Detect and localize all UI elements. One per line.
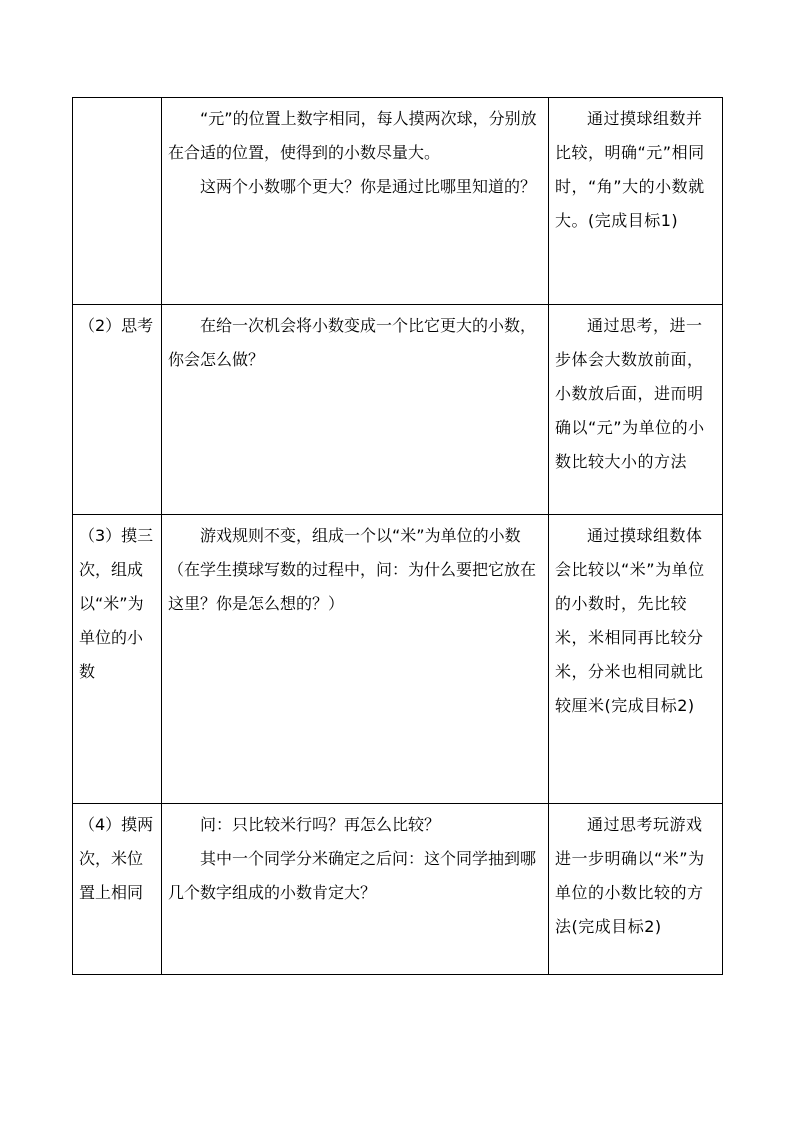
activity-paragraph: 问：只比较米行吗？再怎么比较？ (200, 815, 441, 834)
stage-cell (73, 98, 162, 305)
activity-paragraph: 这两个小数哪个更大？你是通过比哪里知道的？ (200, 177, 537, 196)
table-row (73, 804, 723, 975)
stage-cell: （4）摸两次，米位置上相同 (73, 804, 162, 975)
intent-cell: 通过摸球组数体会比较以“米”为单位的小数时，先比较米，米相同再比较分米，分米也相同就比较厘米(完成目标2) (549, 515, 723, 804)
activity-paragraph: 其中一个同学分米确定之后问：这个同学抽到哪几个数字组成的小数肯定大？ (168, 849, 537, 902)
table-row (73, 305, 723, 515)
intent-cell: 通过摸球组数并比较，明确“元”相同时，“角”大的小数就大。(完成目标1) (549, 98, 723, 305)
intent-cell: 通过思考，进一步体会大数放前面，小数放后面，进而明确以“元”为单位的小数比较大小的方法 (549, 305, 723, 515)
stage-cell: （2）思考 (73, 305, 162, 515)
table-row (73, 515, 723, 804)
activity-paragraph: 游戏规则不变，组成一个以“米”为单位的小数（在学生摸球写数的过程中，问：为什么要把它放在这里？你是怎么想的？） (168, 526, 537, 613)
activity-paragraph: “元”的位置上数字相同，每人摸两次球，分别放在合适的位置，使得到的小数尽量大。 (168, 109, 537, 162)
activity-cell (162, 98, 549, 305)
activity-cell (162, 305, 549, 515)
stage-cell: （3）摸三次，组成以“米”为单位的小数 (73, 515, 162, 804)
table-row (73, 98, 723, 305)
activity-paragraph: 在给一次机会将小数变成一个比它更大的小数，你会怎么做？ (168, 316, 537, 369)
activity-cell (162, 804, 549, 975)
lesson-plan-table (72, 97, 723, 975)
intent-cell: 通过思考玩游戏进一步明确以“米”为单位的小数比较的方法(完成目标2) (549, 804, 723, 975)
activity-cell (162, 515, 549, 804)
